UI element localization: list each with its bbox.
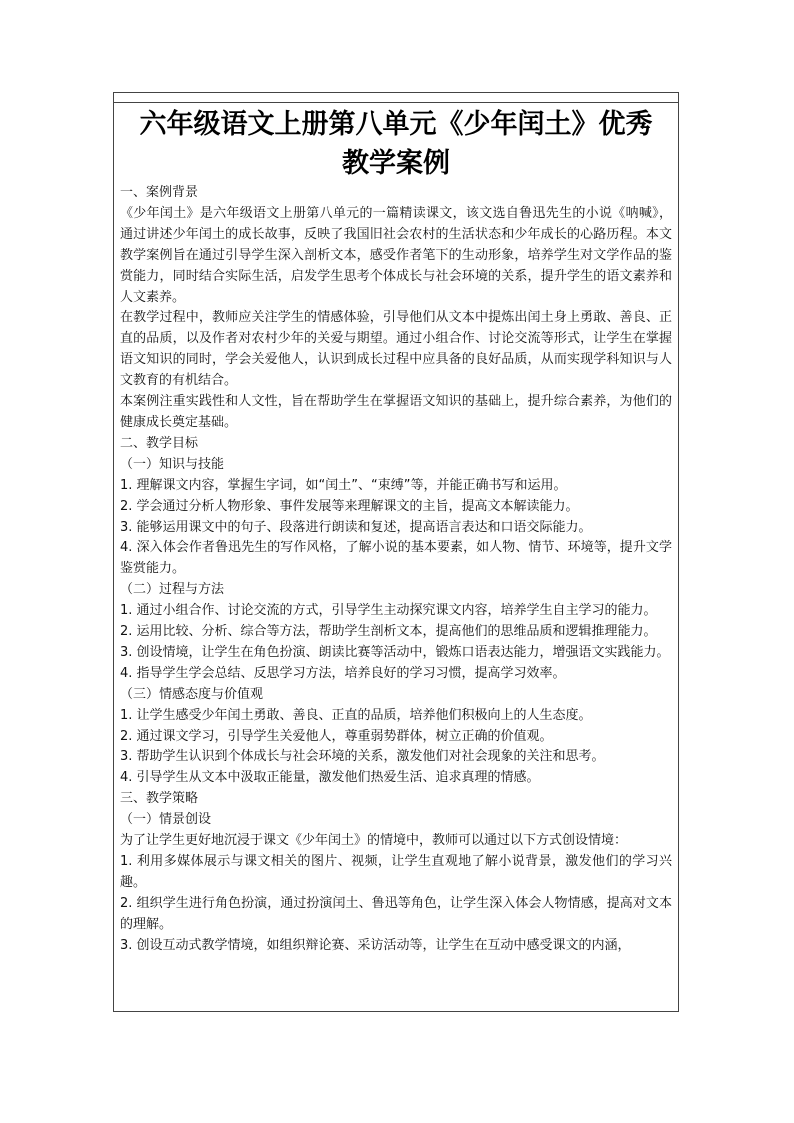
list-item: 2. 通过课文学习，引导学生关爱他人，尊重弱势群体，树立正确的价值观。: [120, 728, 553, 744]
list-item: 3. 创设互动式教学情境，如组织辩论赛、采访活动等，让学生在互动中感受课文的内涵，: [120, 937, 631, 953]
subsection-heading: （一）情景创设: [120, 812, 212, 828]
list-item: 2. 组织学生进行角色扮演，通过扮演闰土、鲁迅等角色，让学生深入体会人物情感，提高对文本的理解。: [120, 895, 672, 932]
subsection-heading: （三）情感态度与价值观: [120, 686, 264, 702]
list-item: 1. 让学生感受少年闰土勇敢、善良、正直的品质，培养他们积极向上的人生态度。: [120, 707, 592, 723]
section-heading-goals: 二、教学目标: [120, 435, 199, 451]
list-item: 3. 创设情境，让学生在角色扮演、朗读比赛等活动中，锻炼口语表达能力，增强语文实践能力。: [120, 644, 670, 660]
list-item: 4. 指导学生学会总结、反思学习方法，培养良好的学习习惯，提高学习效率。: [120, 665, 566, 681]
document-body: [120, 183, 672, 957]
document-title: [114, 105, 678, 183]
list-item: 2. 运用比较、分析、综合等方法，帮助学生剖析文本，提高他们的思维品质和逻辑推理能力。: [120, 624, 657, 640]
body-paragraph: 《少年闰土》是六年级语文上册第八单元的一篇精读课文，该文选自鲁迅先生的小说《呐喊》，通过讲述少年闰土的成长故事，反映了我国旧社会农村的生活状态和少年成长的心路历程。本文教学案例旨在通过引导学生深入剖析文本，感受作者笔下的生动形象，培养学生对文学作品的鉴赏能力，同时结合实际生活，启发学生思考个体成长与社会环境的关系，提升学生的语文素养和人文素养。: [120, 205, 672, 305]
subsection-heading: （二）过程与方法: [120, 582, 225, 598]
title-line-1: 六年级语文上册第八单元《少年闰土》优秀: [139, 109, 653, 140]
section-heading-strategy: 三、教学策略: [120, 791, 199, 807]
body-paragraph: 在教学过程中，教师应关注学生的情感体验，引导他们从文本中提炼出闰土身上勇敢、善良、正直的品质，以及作者对农村少年的关爱与期望。通过小组合作、讨论交流等形式，让学生在掌握语文知识的同时，学会关爱他人，认识到成长过程中应具备的良好品质，从而实现学科知识与人文教育的有机结合。: [120, 310, 672, 389]
list-item: 3. 能够运用课文中的句子、段落进行朗读和复述，提高语言表达和口语交际能力。: [120, 519, 592, 535]
top-border-rule: [114, 102, 678, 103]
list-item: 2. 学会通过分析人物形象、事件发展等来理解课文的主旨，提高文本解读能力。: [120, 498, 579, 514]
body-paragraph: 为了让学生更好地沉浸于课文《少年闰土》的情境中，教师可以通过以下方式创设情境：: [120, 833, 628, 849]
title-line-2: 教学案例: [342, 148, 450, 179]
list-item: 3. 帮助学生认识到个体成长与社会环境的关系，激发他们对社会现象的关注和思考。: [120, 749, 605, 765]
list-item: 1. 理解课文内容，掌握生字词，如“闰土”、“束缚”等，并能正确书写和运用。: [120, 477, 567, 493]
body-paragraph: 本案例注重实践性和人文性，旨在帮助学生在掌握语文知识的基础上，提升综合素养，为他们的健康成长奠定基础。: [120, 394, 672, 430]
list-item: 4. 引导学生从文本中汲取正能量，激发他们热爱生活、追求真理的情感。: [120, 770, 540, 786]
list-item: 1. 通过小组合作、讨论交流的方式，引导学生主动探究课文内容，培养学生自主学习的能力。: [120, 603, 657, 619]
list-item: 1. 利用多媒体展示与课文相关的图片、视频，让学生直观地了解小说背景，激发他们的学习兴趣。: [120, 854, 672, 890]
subsection-heading: （一）知识与技能: [120, 456, 225, 472]
document-page: [113, 92, 679, 1012]
list-item: 4. 深入体会作者鲁迅先生的写作风格，了解小说的基本要素，如人物、情节、环境等，提升文学鉴赏能力。: [120, 540, 672, 577]
section-heading-background: 一、案例背景: [120, 185, 199, 200]
